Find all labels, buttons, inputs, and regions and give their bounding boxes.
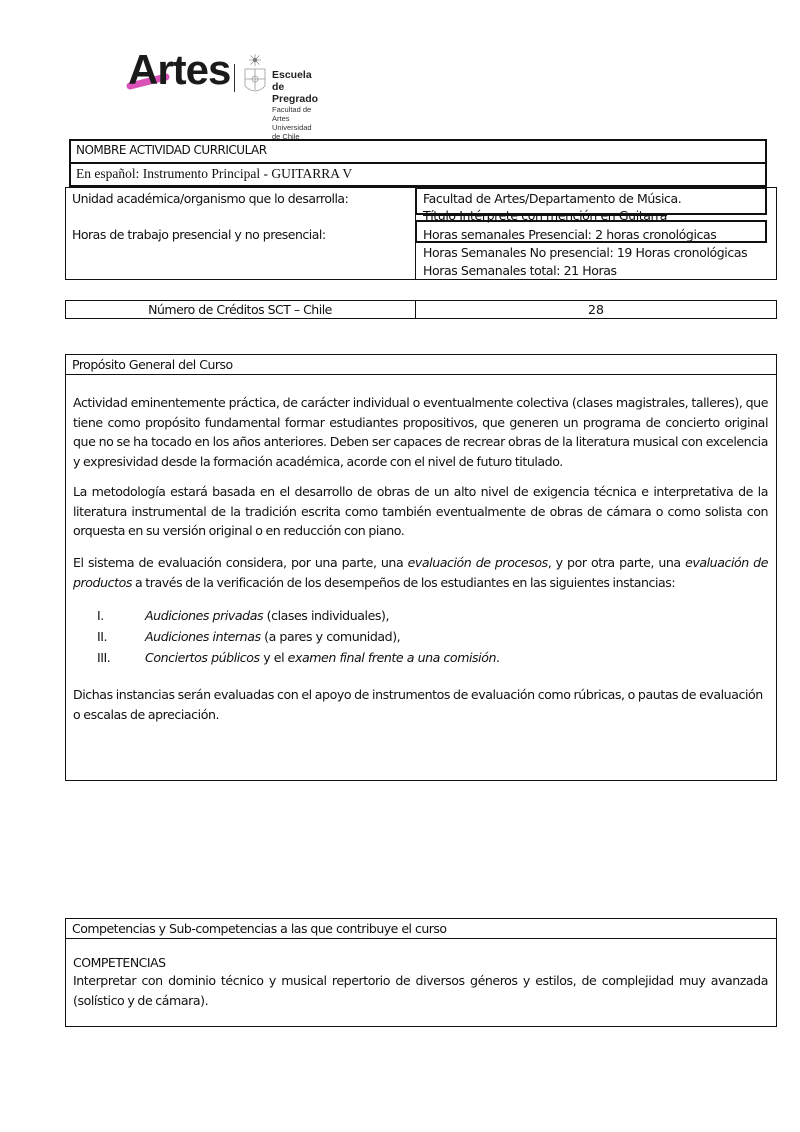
emphasis: Audiciones internas <box>145 629 261 644</box>
list-text <box>145 650 500 665</box>
logo-wordmark: Artes <box>128 46 231 93</box>
purpose-title: Propósito General del Curso <box>72 357 233 372</box>
unit-value: Facultad de Artes/Departamento de Música. <box>423 191 682 206</box>
faculty-name: Facultad de Artes <box>272 105 312 123</box>
list-numeral: I. <box>97 608 104 623</box>
hours-presential: Horas semanales Presencial: 2 horas cronológicas <box>423 227 717 242</box>
logo-text <box>272 69 318 141</box>
purpose-paragraph-1: Actividad eminentemente práctica, de carácter individual o eventualmente colectiva (clases magistrales, talleres), que tiene como propósito fundamental formar estudiantes propositivos, que generen un programa de concierto original que no se ha tocado en los años anteriores. Deben ser capaces de recrear obras de la literatura musical con excelencia y expresividad desde la formación académica, acorde con el nivel de futuro titulado. <box>73 395 768 469</box>
divider <box>65 374 777 375</box>
text: . <box>496 650 500 665</box>
text: y el <box>259 650 288 665</box>
credits-label: Número de Créditos SCT – Chile <box>148 302 332 317</box>
logo-divider <box>234 64 235 92</box>
competencies-text: Interpretar con dominio técnico y musical repertorio de diversos géneros y estilos, de complejidad muy avanzada (solístico y de cámara). <box>73 973 768 1008</box>
list-text <box>145 629 400 644</box>
list-numeral: II. <box>97 629 108 644</box>
purpose-paragraph-4: Dichas instancias serán evaluadas con el apoyo de instrumentos de evaluación como rúbricas, o pautas de evaluación o escalas de apreciación. <box>73 687 763 722</box>
course-name-spanish: En español: Instrumento Principal - GUITARRA V <box>76 166 353 181</box>
title-value: Título Intérprete con mención en Guitarra <box>423 208 668 223</box>
credits-value: 28 <box>588 302 604 317</box>
purpose-paragraph-2: La metodología estará basada en el desarrollo de obras de un alto nivel de exigencia técnica e interpretativa de la literatura instrumental de la tradición escrita como también eventualmente de obras de cámara o como solista con orquesta en su versión original o en reducción con piano. <box>73 484 768 538</box>
hours-total: Horas Semanales total: 21 Horas <box>423 263 617 278</box>
text: (clases individuales), <box>263 608 390 623</box>
divider <box>65 938 777 939</box>
text: (a pares y comunidad), <box>260 629 401 644</box>
school-name: Escuela de Pregrado <box>272 69 319 105</box>
emphasis: evaluación de procesos <box>407 555 548 570</box>
competencies-title: Competencias y Sub-competencias a las que contribuye el curso <box>72 921 447 936</box>
hours-non-presential: Horas Semanales No presencial: 19 Horas cronológicas <box>423 245 748 260</box>
text: El sistema de evaluación considera, por una parte, una <box>73 555 408 570</box>
university-name: Universidad de Chile <box>272 123 312 141</box>
emphasis: examen final frente a una comisión <box>287 650 497 665</box>
list-text <box>145 608 389 623</box>
emphasis: Conciertos públicos <box>145 650 260 665</box>
emphasis: Audiciones privadas <box>145 608 264 623</box>
unit-label: Unidad académica/organismo que lo desarrolla: <box>72 191 349 206</box>
emphasis: evaluación de productos <box>73 555 769 590</box>
list-numeral: III. <box>97 650 111 665</box>
university-crest-icon <box>242 52 268 98</box>
divider <box>69 162 767 164</box>
text: , y por otra parte, una <box>547 555 686 570</box>
competencies-heading: COMPETENCIAS <box>73 955 166 970</box>
purpose-paragraph-3 <box>73 553 768 592</box>
hours-label: Horas de trabajo presencial y no presencial: <box>72 227 326 242</box>
course-name-label: NOMBRE ACTIVIDAD CURRICULAR <box>76 143 267 157</box>
text: a través de la verificación de los desempeños de los estudiantes en las siguientes instancias: <box>131 574 676 590</box>
